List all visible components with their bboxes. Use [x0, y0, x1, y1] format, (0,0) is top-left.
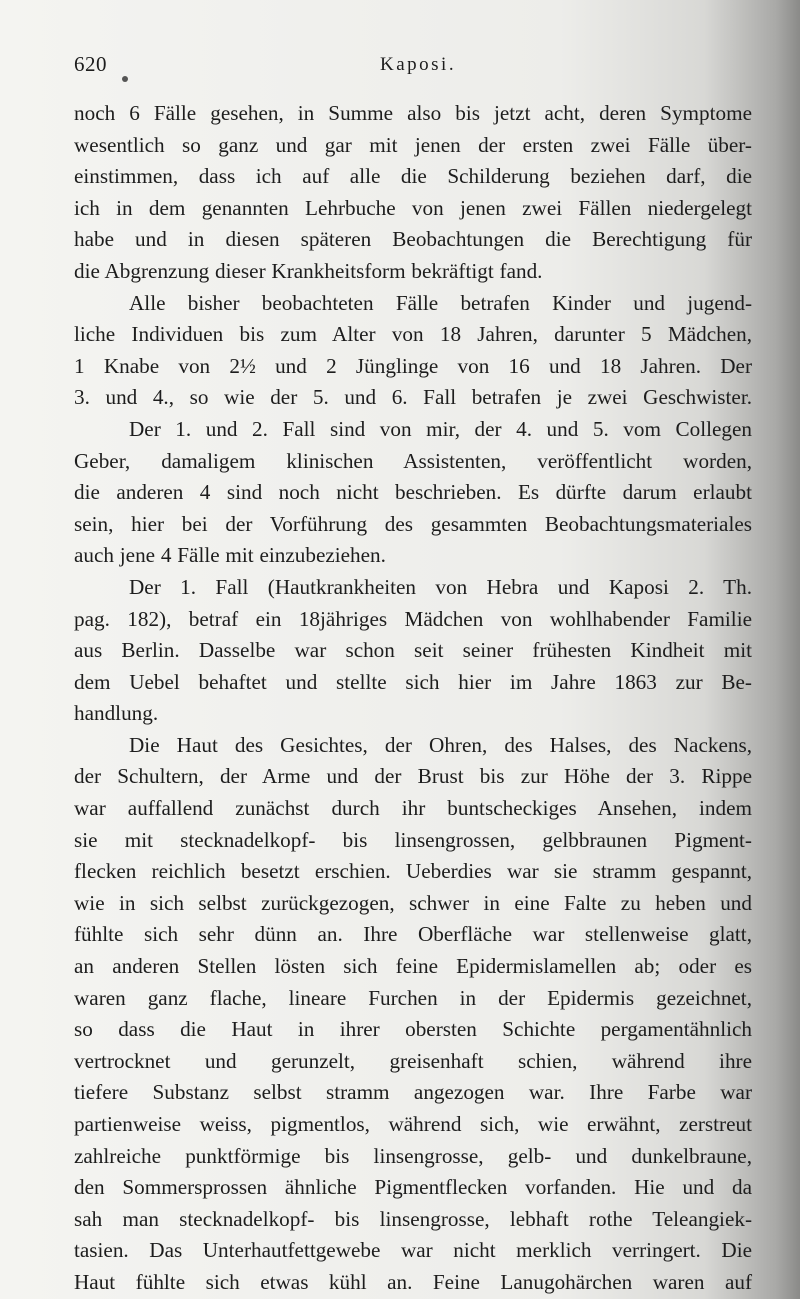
text-line: ich in dem genannten Lehrbuche von jenen zwei Fällen niedergelegt [74, 195, 752, 220]
text-line: partienweise weiss, pigmentlos, während sich, wie erwähnt, zerstreut [74, 1112, 752, 1136]
ink-spot [122, 76, 128, 82]
text-line: wie in sich selbst zurückgezogen, schwer in eine Falte zu heben und [74, 890, 752, 915]
text-line: sah man stecknadelkopf- bis linsengrosse, lebhaft rothe Teleangiek- [74, 1206, 752, 1231]
text-line: 3. und 4., so wie der 5. und 6. Fall betrafen je zwei Geschwister. [74, 385, 752, 410]
text-line: Geber, damaligem klinischen Assistenten, veröffentlicht worden, [74, 448, 752, 473]
text-line: Alle bisher beobachteten Fälle betrafen Kinder und jugend- [129, 290, 752, 315]
text-line: der Schultern, der Arme und der Brust bis zur Höhe der 3. Rippe [74, 764, 752, 789]
text-line: 1 Knabe von 2½ und 2 Jünglinge von 16 und 18 Jahren. Der [74, 353, 752, 378]
text-line: pag. 182), betraf ein 18jähriges Mädchen von wohlhabender Familie [74, 606, 752, 631]
text-line: sein, hier bei der Vorführung des gesammten Beobachtungsmateriales [74, 511, 752, 536]
running-head: Kaposi. [380, 54, 457, 75]
text-line: sie mit stecknadelkopf- bis linsengrossen, gelbbraunen Pigment- [74, 827, 752, 852]
text-line: tiefere Substanz selbst stramm angezogen war. Ihre Farbe war [74, 1080, 752, 1105]
text-line: an anderen Stellen lösten sich feine Epidermislamellen ab; oder es [74, 954, 752, 979]
text-line: vertrocknet und gerunzelt, greisenhaft schien, während ihre [74, 1048, 752, 1073]
text-line: die Abgrenzung dieser Krankheitsform bekräftigt fand. [74, 258, 543, 283]
text-line: so dass die Haut in ihrer obersten Schichte pergamentähnlich [74, 1017, 752, 1042]
body-text [74, 98, 752, 1299]
text-line: einstimmen, dass ich auf alle die Schilderung beziehen darf, die [74, 164, 752, 189]
text-line: liche Individuen bis zum Alter von 18 Jahren, darunter 5 Mädchen, [74, 322, 752, 347]
text-line: habe und in diesen späteren Beobachtungen die Berechtigung für [74, 227, 752, 252]
text-line: Der 1. und 2. Fall sind von mir, der 4. und 5. vom Collegen [129, 416, 752, 441]
text-line: fühlte sich sehr dünn an. Ihre Oberfläche war stellenweise glatt, [74, 922, 752, 947]
text-line: den Sommersprossen ähnliche Pigmentflecken vorfanden. Hie und da [74, 1175, 752, 1200]
text-line: Die Haut des Gesichtes, der Ohren, des Halses, des Nackens, [129, 732, 752, 757]
text-line: flecken reichlich besetzt erschien. Ueberdies war sie stramm gespannt, [74, 859, 752, 884]
text-line: zahlreiche punktförmige bis linsengrosse, gelb- und dunkelbraune, [74, 1143, 752, 1168]
text-line: wesentlich so ganz und gar mit jenen der ersten zwei Fälle über- [74, 132, 752, 157]
text-line: waren ganz flache, lineare Furchen in der Epidermis gezeichnet, [74, 985, 752, 1010]
text-line: war auffallend zunächst durch ihr buntscheckiges Ansehen, indem [74, 796, 752, 821]
text-line: handlung. [74, 701, 159, 726]
text-line: aus Berlin. Dasselbe war schon seit seiner frühesten Kindheit mit [74, 638, 752, 663]
page-number: 620 [74, 52, 107, 76]
text-line: tasien. Das Unterhautfettgewebe war nicht merklich verringert. Die [74, 1238, 752, 1263]
text-line: Haut fühlte sich etwas kühl an. Feine Lanugohärchen waren auf [74, 1269, 752, 1294]
text-line: auch jene 4 Fälle mit einzubeziehen. [74, 543, 386, 568]
page-header [74, 52, 714, 84]
text-line: die anderen 4 sind noch nicht beschrieben. Es dürfte darum erlaubt [74, 480, 752, 505]
text-line: noch 6 Fälle gesehen, in Summe also bis jetzt acht, deren Symptome [74, 101, 752, 125]
text-line: Der 1. Fall (Hautkrankheiten von Hebra und Kaposi 2. Th. [129, 574, 752, 599]
text-line: dem Uebel behaftet und stellte sich hier im Jahre 1863 zur Be- [74, 669, 752, 694]
